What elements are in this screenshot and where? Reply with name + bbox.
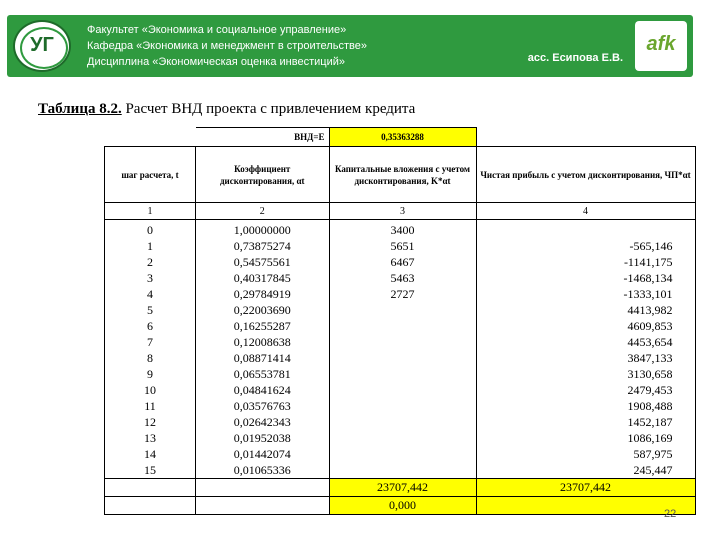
step-cell: 10 xyxy=(105,382,196,398)
coefficient-cell: 0,06553781 xyxy=(196,366,330,382)
profit-cell: 2479,453 xyxy=(476,382,695,398)
department-line: Кафедра «Экономика и менеджмент в строительстве» xyxy=(87,40,367,52)
step-cell: 14 xyxy=(105,446,196,462)
col-profit-header: Чистая прибыль с учетом дисконтирования, ЧП*αt xyxy=(476,147,695,203)
profit-cell: -565,146 xyxy=(476,238,695,254)
profit-cell: 3130,658 xyxy=(476,366,695,382)
step-cell: 13 xyxy=(105,430,196,446)
capital-cell xyxy=(329,318,476,334)
faculty-logo-mark: afk xyxy=(646,33,676,55)
table-row xyxy=(105,366,696,382)
coefficient-cell: 0,29784919 xyxy=(196,286,330,302)
coefficient-cell: 0,22003690 xyxy=(196,302,330,318)
profit-cell: 3847,133 xyxy=(476,350,695,366)
col-number: 1 xyxy=(105,203,196,220)
table-row xyxy=(105,302,696,318)
irr-label: ВНД=Е xyxy=(196,128,330,147)
step-cell: 6 xyxy=(105,318,196,334)
table-row xyxy=(105,350,696,366)
capital-cell xyxy=(329,350,476,366)
empty-cell xyxy=(105,479,196,497)
sum-row xyxy=(105,479,696,497)
coefficient-cell: 1,00000000 xyxy=(196,220,330,239)
coefficient-cell: 0,01952038 xyxy=(196,430,330,446)
table-title-text: Расчет ВНД проекта с привлечением кредита xyxy=(121,101,416,117)
coefficient-cell: 0,01065336 xyxy=(196,462,330,479)
step-cell: 8 xyxy=(105,350,196,366)
coefficient-cell: 0,73875274 xyxy=(196,238,330,254)
column-header-row xyxy=(105,147,696,203)
col-number: 4 xyxy=(476,203,695,220)
col-number: 2 xyxy=(196,203,330,220)
coefficient-cell: 0,08871414 xyxy=(196,350,330,366)
capital-cell xyxy=(329,302,476,318)
empty-cell xyxy=(196,479,330,497)
table-row xyxy=(105,446,696,462)
step-cell: 7 xyxy=(105,334,196,350)
column-number-row xyxy=(105,203,696,220)
coefficient-cell: 0,12008638 xyxy=(196,334,330,350)
profit-cell: 4453,654 xyxy=(476,334,695,350)
step-cell: 2 xyxy=(105,254,196,270)
profit-cell xyxy=(476,220,695,239)
coefficient-cell: 0,02642343 xyxy=(196,414,330,430)
step-cell: 12 xyxy=(105,414,196,430)
table-row xyxy=(105,414,696,430)
faculty-logo xyxy=(635,21,687,71)
step-cell: 3 xyxy=(105,270,196,286)
capital-cell xyxy=(329,334,476,350)
coefficient-cell: 0,04841624 xyxy=(196,382,330,398)
irr-value: 0,35363288 xyxy=(329,128,476,147)
capital-cell xyxy=(329,414,476,430)
step-cell: 1 xyxy=(105,238,196,254)
table-row xyxy=(105,430,696,446)
profit-cell: 1908,488 xyxy=(476,398,695,414)
capital-cell xyxy=(329,446,476,462)
table-row xyxy=(105,286,696,302)
difference-row xyxy=(105,497,696,515)
table-row xyxy=(105,254,696,270)
capital-cell: 5651 xyxy=(329,238,476,254)
capital-cell xyxy=(329,366,476,382)
faculty-line: Факультет «Экономика и социальное управление» xyxy=(87,24,347,36)
empty-cell xyxy=(196,497,330,515)
col-step-header: шаг расчета, t xyxy=(105,147,196,203)
table-row xyxy=(105,220,696,239)
table-title xyxy=(38,101,415,118)
profit-cell: 4609,853 xyxy=(476,318,695,334)
profit-cell: -1333,101 xyxy=(476,286,695,302)
capital-cell xyxy=(329,430,476,446)
step-cell: 5 xyxy=(105,302,196,318)
slide-header xyxy=(7,15,693,77)
coefficient-cell: 0,16255287 xyxy=(196,318,330,334)
capital-cell: 5463 xyxy=(329,270,476,286)
capital-cell xyxy=(329,382,476,398)
coefficient-cell: 0,40317845 xyxy=(196,270,330,286)
step-cell: 4 xyxy=(105,286,196,302)
profit-cell: 245,447 xyxy=(476,462,695,479)
col-coef-header: Коэффициент дисконтирования, αt xyxy=(196,147,330,203)
page-number: 22 xyxy=(664,508,677,520)
coefficient-cell: 0,54575561 xyxy=(196,254,330,270)
table-row xyxy=(105,462,696,479)
capital-cell: 3400 xyxy=(329,220,476,239)
author-name: асс. Есипова Е.В. xyxy=(527,52,623,64)
profit-sum: 23707,442 xyxy=(476,479,695,497)
discipline-line: Дисциплина «Экономическая оценка инвестиций» xyxy=(87,56,345,68)
empty-cell xyxy=(476,128,695,147)
capital-cell xyxy=(329,462,476,479)
profit-cell: 1452,187 xyxy=(476,414,695,430)
profit-cell: -1141,175 xyxy=(476,254,695,270)
step-cell: 11 xyxy=(105,398,196,414)
table-row xyxy=(105,318,696,334)
step-cell: 9 xyxy=(105,366,196,382)
table-row xyxy=(105,398,696,414)
capital-cell: 2727 xyxy=(329,286,476,302)
table-row xyxy=(105,334,696,350)
profit-cell: 1086,169 xyxy=(476,430,695,446)
step-cell: 0 xyxy=(105,220,196,239)
capital-sum: 23707,442 xyxy=(329,479,476,497)
table-row xyxy=(105,238,696,254)
table-title-label: Таблица 8.2. xyxy=(38,101,122,117)
empty-cell xyxy=(476,497,695,515)
col-number: 3 xyxy=(329,203,476,220)
difference-value: 0,000 xyxy=(329,497,476,515)
profit-cell: 4413,982 xyxy=(476,302,695,318)
step-cell: 15 xyxy=(105,462,196,479)
irr-table xyxy=(104,127,696,515)
col-capital-header: Капитальные вложения с учетом дисконтирования, K*αt xyxy=(329,147,476,203)
table-row xyxy=(105,382,696,398)
table-row xyxy=(105,270,696,286)
profit-cell: -1468,134 xyxy=(476,270,695,286)
empty-cell xyxy=(105,128,196,147)
capital-cell: 6467 xyxy=(329,254,476,270)
empty-cell xyxy=(105,497,196,515)
profit-cell: 587,975 xyxy=(476,446,695,462)
coefficient-cell: 0,03576763 xyxy=(196,398,330,414)
university-logo-mark: УГ xyxy=(30,34,54,56)
university-logo xyxy=(13,20,71,72)
header-text xyxy=(87,22,367,70)
capital-cell xyxy=(329,398,476,414)
coefficient-cell: 0,01442074 xyxy=(196,446,330,462)
irr-row xyxy=(105,128,696,147)
